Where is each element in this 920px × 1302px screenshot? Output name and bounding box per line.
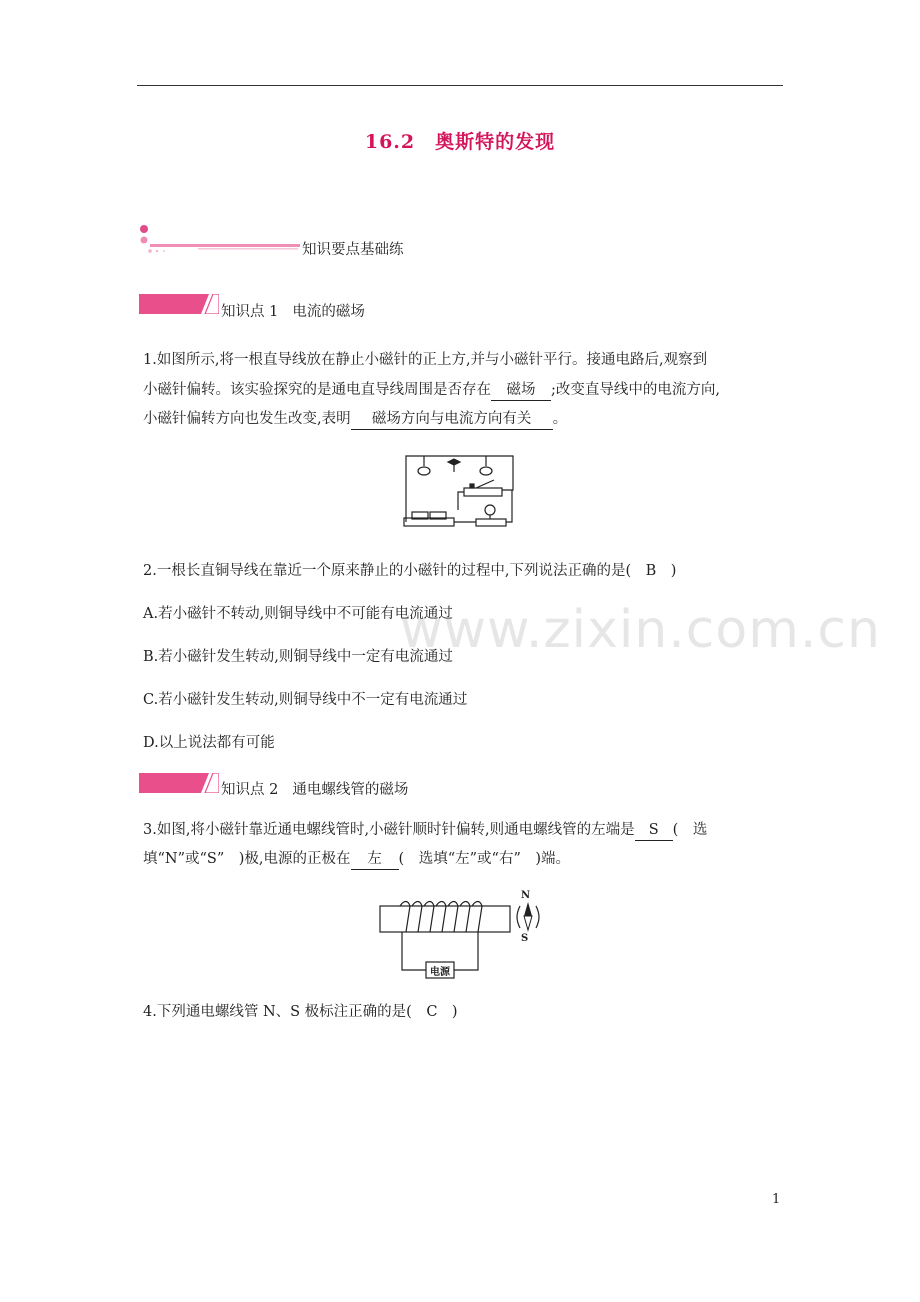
q1-line2a: 小磁针偏转。该实验探究的是通电直导线周围是否存在 (143, 382, 491, 398)
section-title: 16.2 奥斯特的发现 (364, 131, 556, 153)
q1-answer1: 磁场 (491, 380, 551, 401)
kp1-tag (139, 294, 219, 314)
header-rule (137, 85, 783, 86)
page-number: 1 (772, 1192, 781, 1207)
banner-decoration (138, 224, 308, 256)
q1-line3 (143, 409, 567, 430)
q2-option-c: C.若小磁针发生转动,则铜导线中不一定有电流通过 (143, 692, 468, 708)
banner-title: 知识要点基础练 (302, 242, 404, 258)
kp1-title: 电流的磁场 (292, 304, 365, 320)
q3-line1a: 3.如图,将小磁针靠近通电螺线管时,小磁针顺时针偏转,则通电螺线管的左端是 (143, 822, 635, 838)
q1-answer2: 磁场方向与电流方向有关 (351, 409, 553, 430)
q3-line2b: ( 选填“左”或“右” )端。 (398, 851, 571, 867)
kp2-title: 通电螺线管的磁场 (292, 782, 409, 798)
q3-line2 (143, 849, 570, 870)
q1-line2 (143, 380, 720, 401)
q1-line3a: 小磁针偏转方向也发生改变,表明 (143, 411, 351, 427)
q3-line1b: ( 选 (672, 822, 708, 838)
watermark: www.zixin.com.cn (400, 600, 881, 660)
q1-line1: 1.如图所示,将一根直导线放在静止小磁针的正上方,并与小磁针平行。接通电路后,观察到 (143, 352, 708, 368)
q4-stem: 4.下列通电螺线管 N、S 极标注正确的是( C ) (143, 1004, 458, 1020)
kp1-heading (221, 300, 379, 321)
q2-stem: 2.一根长直铜导线在靠近一个原来静止的小磁针的过程中,下列说法正确的是( B ) (143, 563, 677, 579)
oersted-circuit-figure (398, 450, 518, 530)
q3-answer2: 左 (351, 849, 399, 870)
q3-line2a: 填“N”或“S” )极,电源的正极在 (143, 851, 351, 867)
kp2-label: 知识点 2 (221, 782, 279, 798)
q2-option-d: D.以上说法都有可能 (143, 735, 275, 751)
q2-option-b: B.若小磁针发生转动,则铜导线中一定有电流通过 (143, 649, 453, 665)
q3-line1 (143, 820, 707, 841)
q3-answer1: S (635, 820, 673, 841)
q2-option-a: A.若小磁针不转动,则铜导线中不可能有电流通过 (143, 606, 453, 622)
compass-north-label: N (521, 890, 531, 901)
q1-line2b: ;改变直导线中的电流方向, (551, 382, 720, 398)
q1-line3b: 。 (552, 411, 568, 427)
kp2-heading (221, 778, 422, 799)
compass-south-label: S (521, 933, 529, 944)
kp2-tag (139, 773, 219, 793)
power-source-label: 电源 (430, 967, 450, 978)
kp1-label: 知识点 1 (221, 304, 279, 320)
